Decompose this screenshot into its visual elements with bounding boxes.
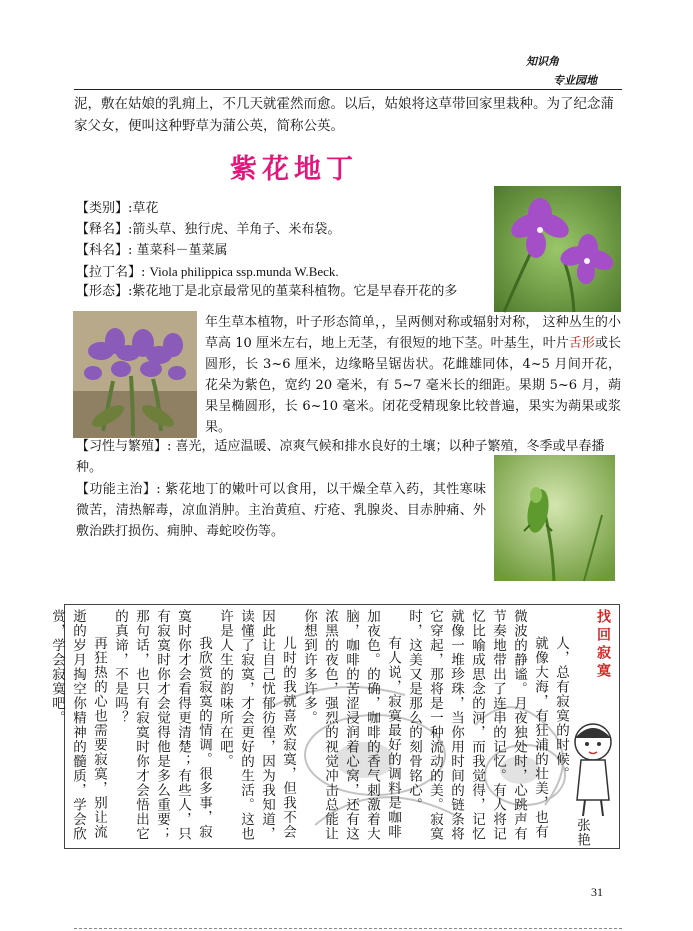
essay-paragraph: 再狂热的心也需要寂寞，别让流逝的岁月掏空你精神的髓质，学会欣赏，学会寂寞吧。: [49, 609, 107, 841]
header-rule: [74, 89, 622, 90]
func-label: 【功能主治】: [76, 482, 157, 497]
habit-value: 喜光，适应温暖、凉爽气候和排水良好的土壤；以种子繁殖，冬季或早春播种。: [76, 439, 605, 475]
header-right: 专业园地: [553, 74, 597, 87]
essay-author: 张艳: [574, 818, 590, 847]
violet-clump-photo: [73, 311, 197, 438]
alias-value: 箭头草、独行虎、羊角子、米布袋。: [132, 222, 341, 237]
info-family: 【科名】: 堇菜科－堇菜属: [76, 243, 228, 258]
essay-paragraph: 有人说，寂寞最好的调料是咖啡加夜色。的确，咖啡的香气刺激着大脑，咖啡的苦涩浸润着心窝，还有这浓黑的夜色，强烈的视觉冲击总能让你想到许多许多。: [301, 609, 401, 841]
latin-label: 【拉丁名】: [76, 265, 142, 280]
violet-flower-closeup-icon: [494, 186, 621, 312]
essay-title: 找回寂寞: [595, 609, 611, 681]
info-alias: 【释名】:箭头草、独行虎、羊角子、米布袋。: [76, 222, 341, 237]
essay-text: [46, 609, 613, 847]
latin-value: Viola philippica ssp.munda W.Beck.: [149, 264, 339, 279]
header-left: 知识角: [526, 55, 559, 68]
intro-paragraph: 泥，敷在姑娘的乳痈上，不几天就霍然而愈。以后，姑娘将这草带回家里栽种。为了纪念蒲家父女，便叫这种野草为蒲公英，简称公英。: [74, 96, 614, 134]
essay-paragraph: 我欣赏寂寞的情调。很多事，寂寞时你才会看得更清楚；有些人，只有寂寞时你才会觉得他是多么重要；那句话，也只有寂寞时你才会悟出它的真谛，不是吗？: [112, 609, 212, 841]
info-habit: 【习性与繁殖】: 喜光，适应温暖、凉爽气候和排水良好的土壤；以种子繁殖，冬季或早春播种。: [76, 439, 605, 475]
violet-clump-icon: [73, 311, 197, 438]
info-latin: 【拉丁名】: Viola philippica ssp.munda W.Beck.: [76, 264, 339, 280]
form-text-2: 或长圆形，长 3~6 厘米，边缘略呈锯齿状。花雌雄同体，4~5 月间开花，花朵为紫色，宽约 20 毫米，有 5~7 毫米长的细距。果期 5~6 月，蒴果呈椭圆形，长 6~10 毫米。闭花受精现象比较普遍，果实为蒴果或浆果。: [205, 336, 621, 435]
essay-box: [49, 604, 620, 849]
family-label: 【科名】: [76, 243, 129, 258]
page-number: 31: [591, 885, 603, 899]
form-value-a: 紫花地丁是北京最常见的堇菜科植物。它是早春开花的多: [132, 284, 458, 299]
info-function: 【功能主治】: 紫花地丁的嫩叶可以食用，以干燥全草入药，其性寒味微苦，清热解毒，凉血消肿。主治黄疸、疔疮、乳腺炎、目赤肿痛、外敷治跌打损伤、痈肿、毒蛇咬伤等。: [76, 482, 486, 539]
category-value: 草花: [132, 201, 159, 216]
essay-paragraph: 人，总有寂寞的时候。: [553, 636, 569, 781]
category-label: 【类别】: [76, 201, 129, 216]
violet-seedpod-icon: [494, 455, 615, 581]
alias-label: 【释名】: [76, 222, 129, 237]
essay-paragraph: 儿时的我就喜欢寂寞，但我不会因此让自己忧郁彷徨，因为我知道，读懂了寂寞，才会更好的生活。这也许是人生的韵味所在吧。: [217, 609, 296, 841]
form-description: [205, 312, 621, 438]
essay-paragraph: 就像大海，有狂浦的壮美，也有微波的静谧。月夜独处时，心跳声有节奏地带出了连串的记忆。有人将记忆比喻成思念的河，而我觉得，记忆就像一堆珍珠，当你用时间的链条将它穿起，那将是一种流动的美。寂寞时，这美又是那么的刻骨铭心。: [406, 609, 548, 841]
func-value: 紫花地丁的嫩叶可以食用，以干燥全草入药，其性寒味微苦，清热解毒，凉血消肿。主治黄疸、疔疮、乳腺炎、目赤肿痛、外敷治跌打损伤、痈肿、毒蛇咬伤等。: [76, 482, 486, 539]
info-category: 【类别】:草花: [76, 201, 159, 216]
habit-label: 【习性与繁殖】: [76, 439, 168, 454]
violet-seedpod-photo: [494, 455, 615, 581]
section-title: 紫花地丁: [230, 154, 358, 185]
violet-flower-photo: [494, 186, 621, 312]
form-text-1: 年生草本植物，叶子形态简单，，呈两侧对称或辐射对称， 这种丛生的小草高 10 厘米左右，地上无茎，有很短的地下茎。叶基生，叶片: [205, 315, 621, 351]
bottom-rule: [74, 928, 622, 929]
info-form: 【形态】:紫花地丁是北京最常见的堇菜科植物。它是早春开花的多: [76, 284, 458, 299]
family-value: 堇菜科－堇菜属: [136, 243, 228, 258]
form-text-red: 舌形: [568, 336, 595, 351]
form-label: 【形态】: [76, 284, 129, 299]
